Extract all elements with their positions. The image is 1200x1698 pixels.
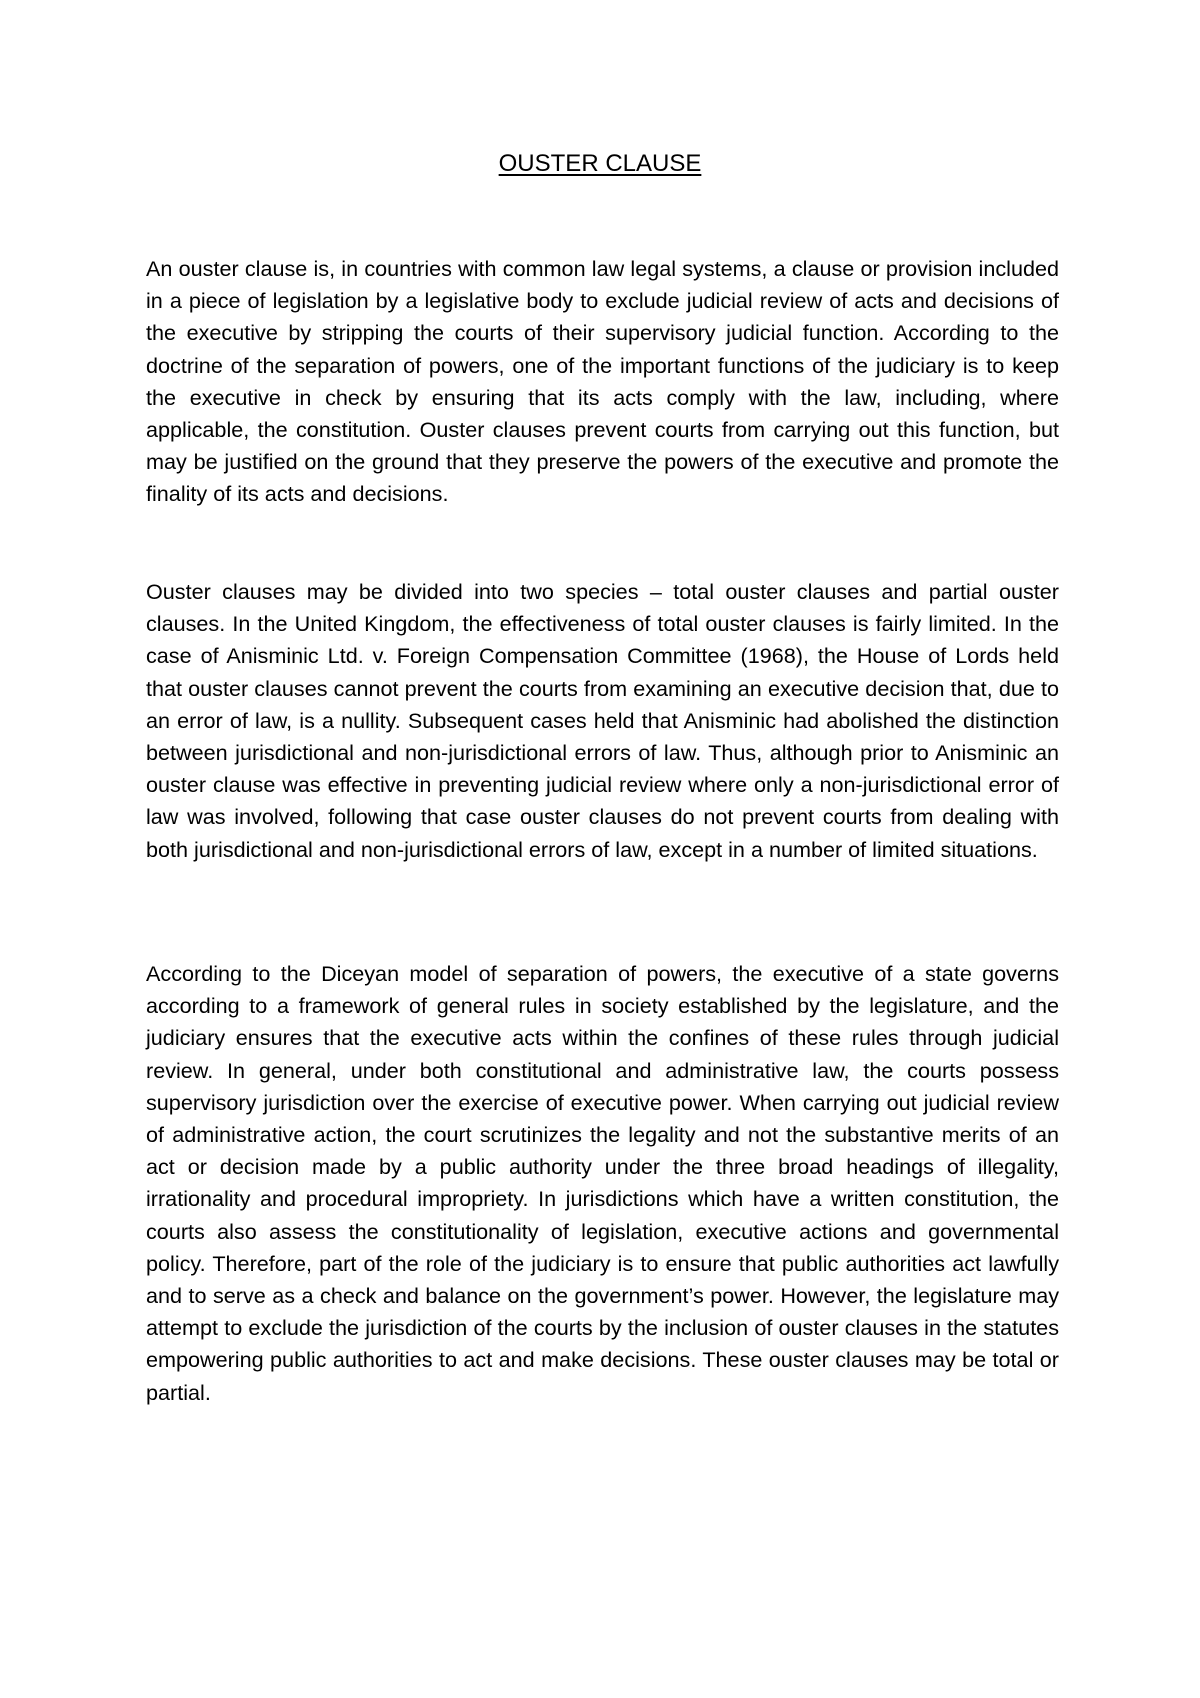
- paragraph-species: Ouster clauses may be divided into two species – total ouster clauses and partial ouster clauses. In the United Kingdom, the effectiveness of total ouster clauses is fairly limited. In the case of Anisminic Ltd. v. Foreign Compensation Committee (1968), the House of Lords held that ouster clauses cannot prevent the courts from examining an executive decision that, due to an error of law, is a nullity. Subsequent cases held that Anisminic had abolished the distinction between jurisdictional and non-jurisdictional errors of law. Thus, although prior to Anisminic an ouster clause was effective in preventing judicial review where only a non-jurisdictional error of law was involved, following that case ouster clauses do not prevent courts from dealing with both jurisdictional and non-jurisdictional errors of law, except in a number of limited situations.: [146, 579, 1059, 862]
- document-title: OUSTER CLAUSE: [498, 150, 702, 177]
- paragraph-diceyan-model: According to the Diceyan model of separation of powers, the executive of a state governs according to a framework of general rules in society established by the legislature, and the judiciary ensures that the executive acts within the confines of these rules through judicial review. In general, under both constitutional and administrative law, the courts possess supervisory jurisdiction over the exercise of executive power. When carrying out judicial review of administrative action, the court scrutinizes the legality and not the substantive merits of an act or decision made by a public authority under the three broad headings of illegality, irrationality and procedural impropriety. In jurisdictions which have a written constitution, the courts also assess the constitutionality of legislation, executive actions and governmental policy. Therefore, part of the role of the judiciary is to ensure that public authorities act lawfully and to serve as a check and balance on the government’s power. However, the legislature may attempt to exclude the jurisdiction of the courts by the inclusion of ouster clauses in the statutes empowering public authorities to act and make decisions. These ouster clauses may be total or partial.: [146, 961, 1059, 1405]
- paragraph-definition: An ouster clause is, in countries with common law legal systems, a clause or provision included in a piece of legislation by a legislative body to exclude judicial review of acts and decisions of the executive by stripping the courts of their supervisory judicial function. According to the doctrine of the separation of powers, one of the important functions of the judiciary is to keep the executive in check by ensuring that its acts comply with the law, including, where applicable, the constitution. Ouster clauses prevent courts from carrying out this function, but may be justified on the ground that they preserve the powers of the executive and promote the finality of its acts and decisions.: [146, 256, 1059, 507]
